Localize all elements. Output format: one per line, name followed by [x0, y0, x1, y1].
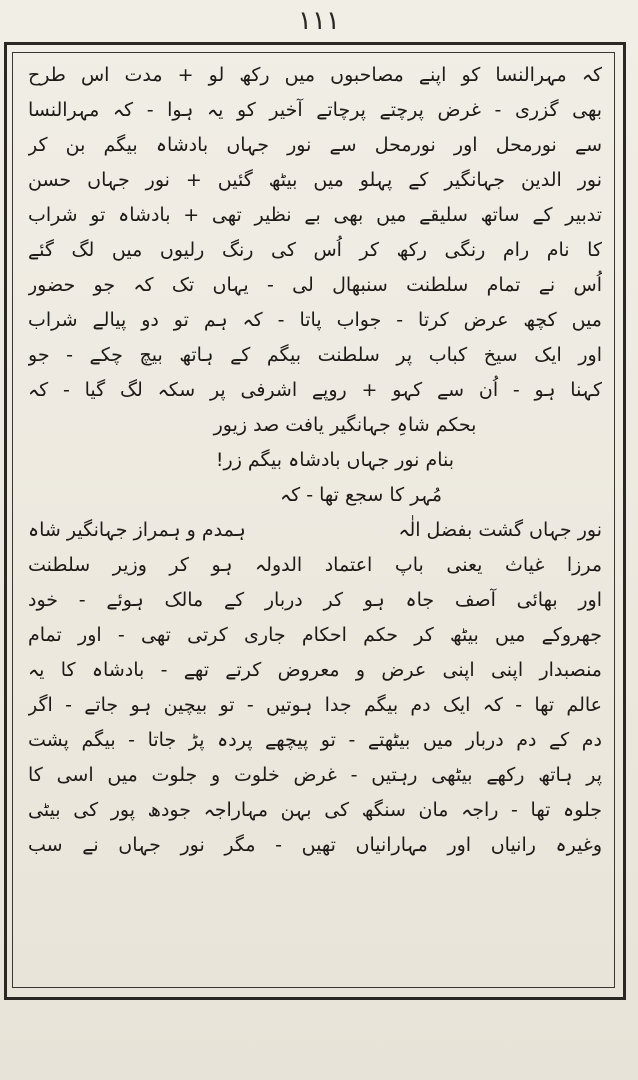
text-line: منصبدار اپنی اپنی عرض و معروض کرتے تھے - بادشاہ کا یہ	[28, 659, 602, 681]
text-line: اُس نے تمام سلطنت سنبھال لی - یہاں تک کہ جو حضور	[28, 274, 602, 296]
text-line: بھی گزری - غرض پرچتے پرچاتے آخیر کو یہ ہوا - کہ مہرالنسا	[28, 99, 602, 121]
couplet-first-hemistich: نور جہاں گشت بفضل الٰہ	[398, 519, 602, 541]
page-text	[28, 58, 602, 863]
text-line: عالم تھا - کہ ایک دم بیگم جدا ہوتیں - تو بیچین ہو جاتے - اگر	[28, 694, 602, 716]
text-line: نور الدین جہانگیر کے پہلو میں بیٹھ گئیں + نور جہاں حسن	[28, 169, 602, 191]
text-line: جھروکے میں بیٹھ کر حکم احکام جاری کرتی تھی - اور تمام	[28, 624, 602, 646]
text-line: مرزا غیاث یعنی باپ اعتماد الدولہ ہو کر وزیر سلطنت	[28, 554, 602, 576]
text-line: کہ مہرالنسا کو اپنے مصاحبوں میں رکھ لو + مدت اس طرح	[28, 64, 602, 86]
text-line: میں کچھ عرض کرتا - جواب پاتا - کہ ہم تو دو پیالے شراب	[28, 309, 602, 331]
text-line: اور ایک سیخ کباب پر سلطنت بیگم کے ہاتھ بیچ چکے - جو	[28, 344, 602, 366]
text-line: کہنا ہو - اُن سے کہو + روپے اشرفی پر سکہ لگ گیا - کہ	[28, 379, 602, 401]
seal-caption: مُہر کا سجع تھا - کہ	[280, 484, 442, 506]
text-line: تدبیر کے ساتھ سلیقے میں بھی بے نظیر تھی + بادشاہ تو شراب	[28, 204, 602, 226]
text-line: اور بھائی آصف جاہ ہو کر دربار کے مالک ہوئے - خود	[28, 589, 602, 611]
text-line: پر ہاتھ رکھے بیٹھی رہتیں - غرض خلوت و جلوت میں اسی کا	[28, 764, 602, 786]
text-line: کا نام رام رنگی رکھ کر اُس کی رنگ رلیوں میں لگ گئے	[28, 239, 602, 261]
text-line: سے نورمحل اور نورمحل سے نور جہاں بادشاہ بیگم بن کر	[28, 134, 602, 156]
text-line: جلوہ تھا - راجہ مان سنگھ کی بہن مہاراجہ جودھ پور کی بیٹی	[28, 799, 602, 821]
seal-verse-line: بحکم شاہِ جہانگیر یافت صد زیور	[213, 414, 477, 436]
page-number: ۱۱۱	[298, 6, 340, 36]
seal-verse-line: بنام نور جہاں بادشاہ بیگم زر!	[215, 449, 455, 471]
couplet	[28, 513, 602, 548]
text-line: دم کے دم دربار میں بیٹھتے - تو پیچھے پردہ پڑ جاتا - بیگم پشت	[28, 729, 602, 751]
couplet-second-hemistich: ہمدم و ہمراز جہانگیر شاہ	[28, 519, 246, 541]
text-line: وغیرہ رانیاں اور مہارانیاں تھیں - مگر نور جہاں نے سب	[28, 834, 602, 856]
